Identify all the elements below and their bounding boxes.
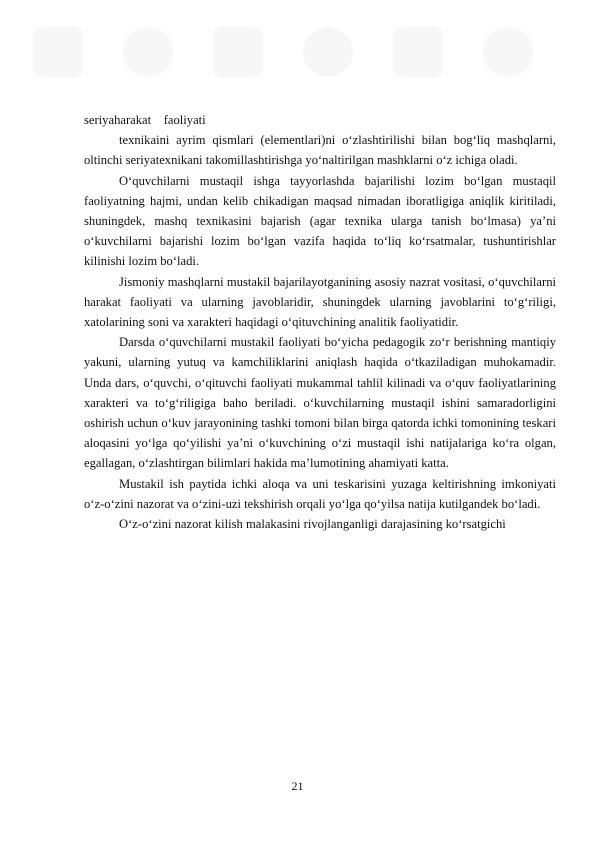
paragraph: O‘quvchilarni mustaqil ishga tayyorlashda bajarilishi lozim bo‘lgan mustaqil faoliyatning hajmi, undan kelib chikadigan maqsad nimadan iboratligiga aniqlik kiritiladi, shuningdek, mashq texnikasini bajarish (agar texnika ularga tanish bo‘lmasa) ya’ni o‘kuvchilarni bajarishi lozim bo‘lgan vazifa haqida to‘liq ko‘rsatmalar, tushuntirishlar kilinishi lozim bo‘ladi.: [84, 173, 556, 269]
watermark-icon: [298, 22, 358, 82]
watermark-band: [0, 0, 595, 110]
paragraph: O‘z-o‘zini nazorat kilish malakasini rivojlanganligi darajasining ko‘rsatgichi: [119, 517, 506, 532]
watermark-icon: [28, 22, 88, 82]
continuation-line: seriyaharakat faoliyati: [84, 113, 206, 127]
watermark-icon: [388, 22, 448, 82]
paragraph: Jismoniy mashqlarni mustakil bajarilayotganining asosiy nazrat vositasi, o‘quvchilarni harakat faoliyati va ularning javoblaridir, shuningdek ularning javoblarini to‘g‘riligi, xatolarining soni va xarakteri haqidagi o‘qituvchining analitik faoliyatidir.: [84, 274, 556, 330]
paragraph: Mustakil ish paytida ichki aloqa va uni teskarisini yuzaga keltirishning imkoniyati o‘z-o‘zini nazorat va o‘zini-uzi tekshirish orqali yo‘lga qo‘yilsa natija kutilgandek bo‘ladi.: [84, 476, 556, 511]
document-body: [84, 110, 556, 534]
paragraph: Darsda o‘quvchilarni mustakil faoliyati bo‘yicha pedagogik zo‘r berishning mantiqiy yakuni, ularning yutuq va kamchiliklarini aniqlash haqida o‘tkaziladigan muhokamadir. Unda dars, o‘quvchi, o‘qituvchi faoliyati mukammal tahlil kilinadi va o‘quv faoliyatlarining xarakteri va to‘g‘riligiga baho beriladi. o‘kuvchilarning mustaqil ishini samaradorligini oshirish uchun o‘kuv jarayonining tashki tomoni bilan birga qatorda ichki tomonining teskari aloqasini yo‘lga qo‘yilishi ya’ni o‘kuvchining o‘zi mustaqil ishi natijalariga ko‘ra olgan, egallagan, o‘zlashtirgan bilimlari hakida ma’lumotining ahamiyati katta.: [84, 335, 556, 471]
page-number: 21: [291, 779, 304, 793]
watermark-icon: [478, 22, 538, 82]
watermark-icon: [208, 22, 268, 82]
watermark-icon: [118, 22, 178, 82]
paragraph: texnikaini ayrim qismlari (elementlari)ni o‘zlashtirilishi bilan bog‘liq mashqlarni, oltinchi seriyatexnikani takomillashtirishga yo‘naltirilgan mashklarni o‘z ichiga oladi.: [84, 133, 556, 168]
